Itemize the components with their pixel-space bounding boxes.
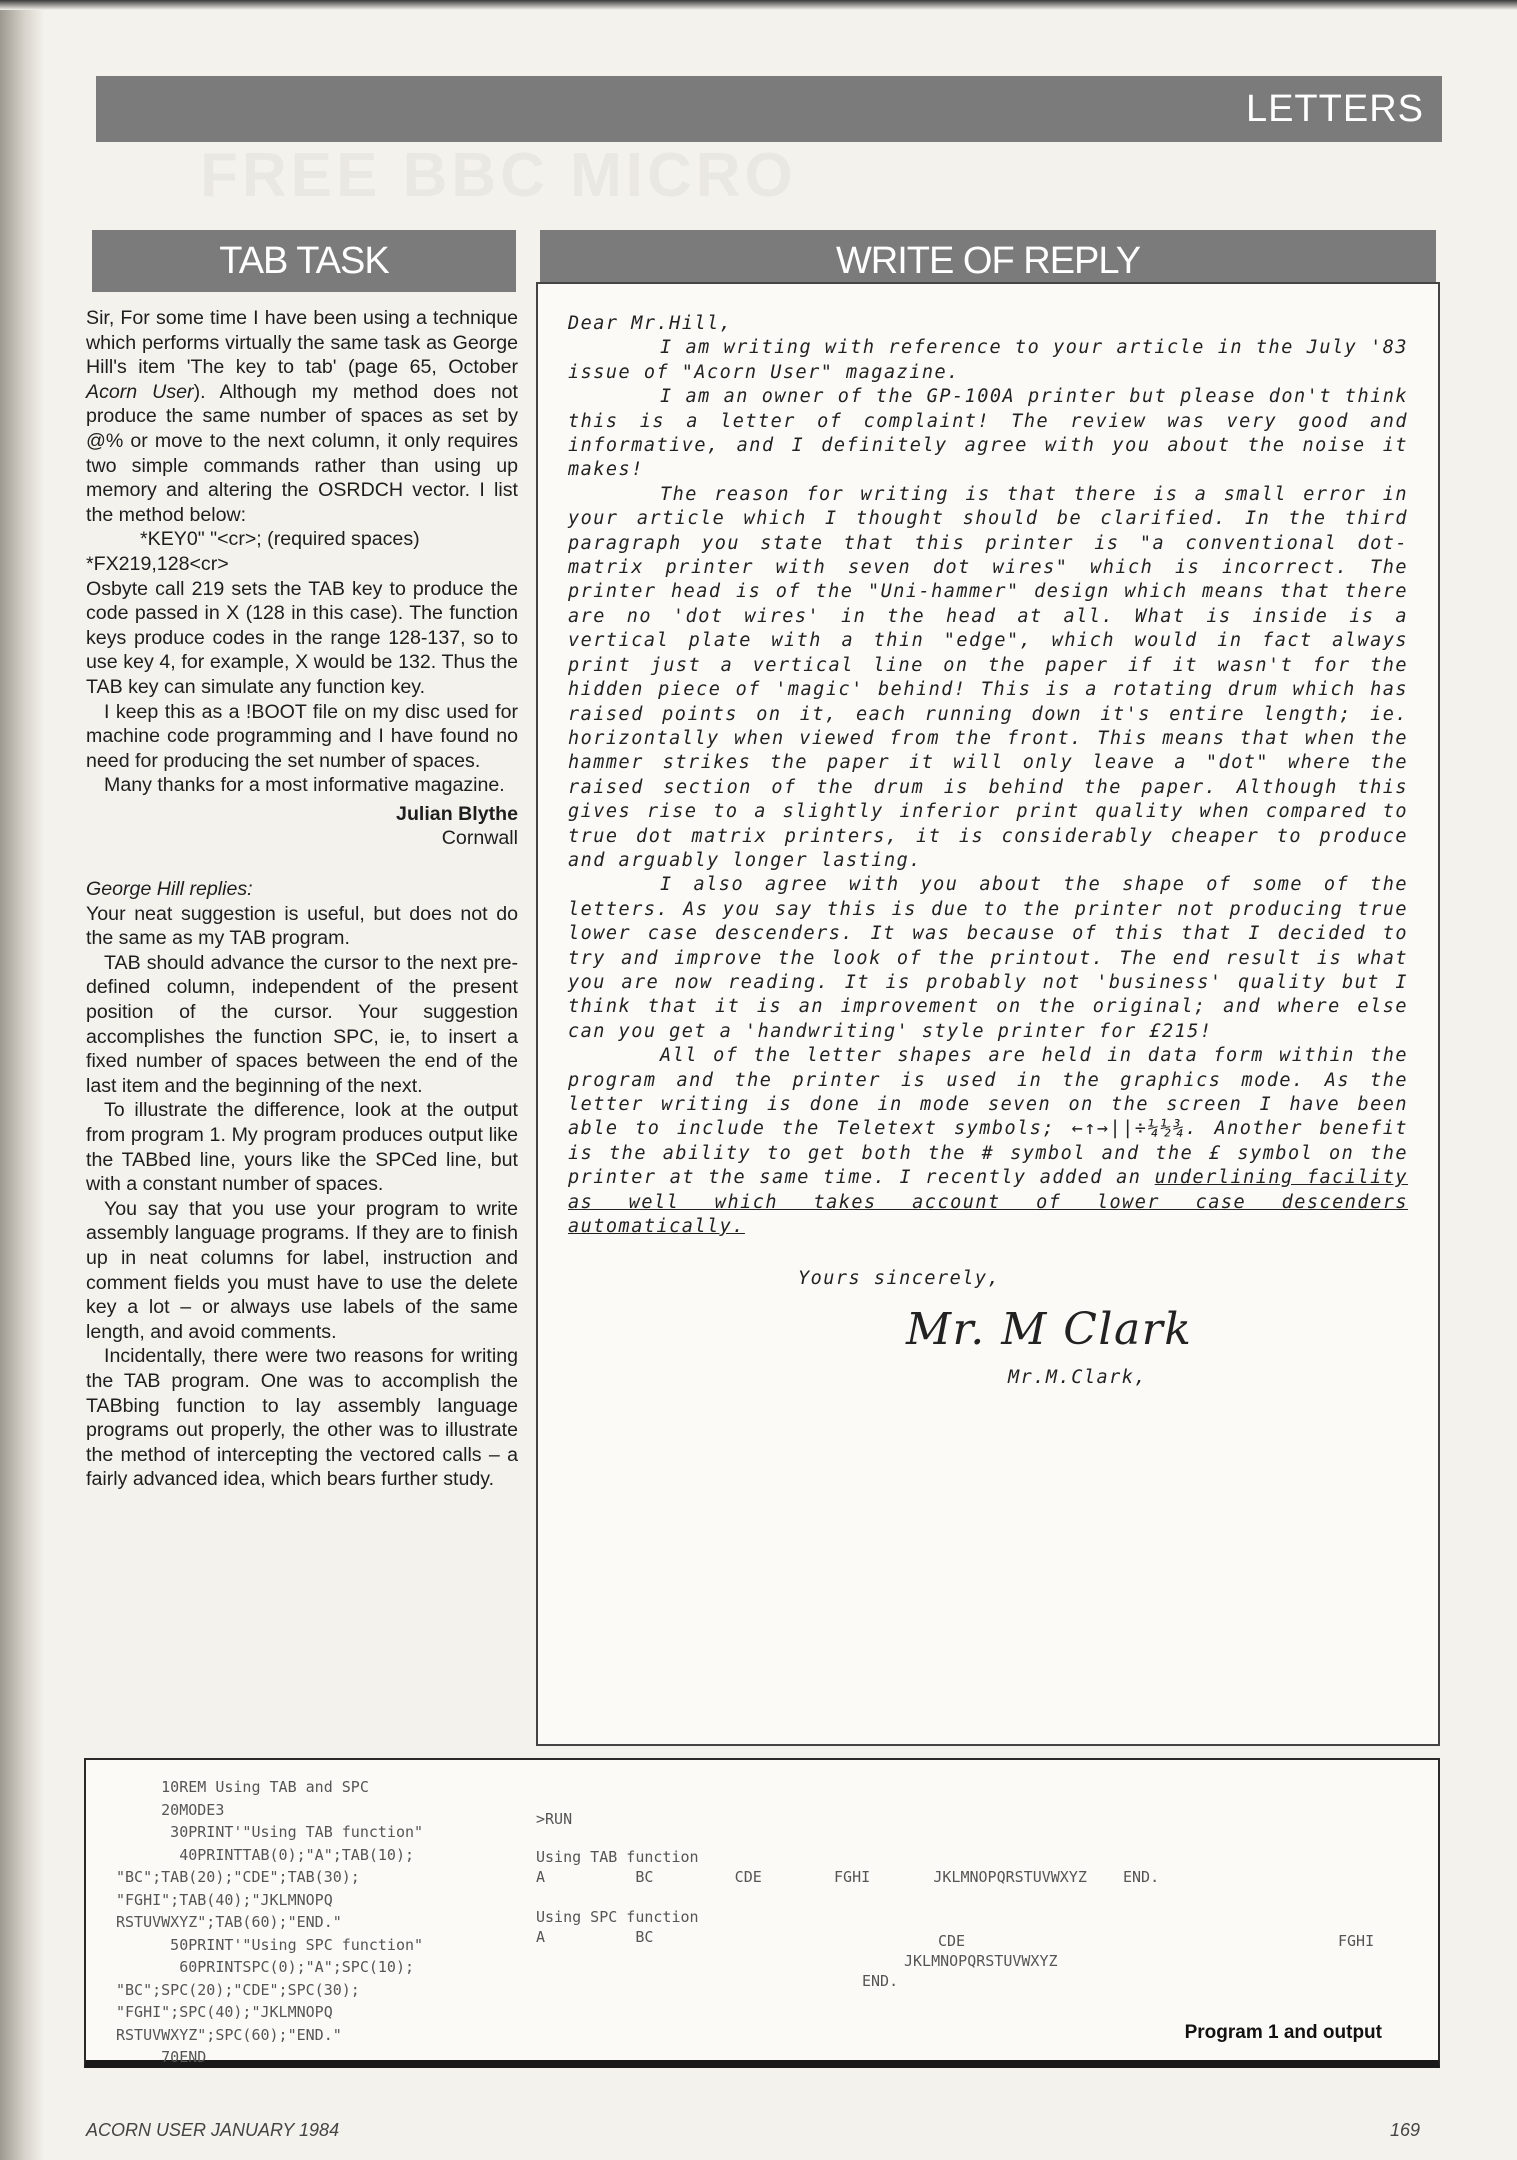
section-header: [96, 76, 1442, 142]
spc-output-end: END.: [862, 1972, 899, 1990]
footer-issue: ACORN USER JANUARY 1984: [86, 2120, 340, 2140]
tab-output-heading: Using TAB function: [536, 1848, 699, 1866]
reply-paragraph: Incidentally, there were two reasons for writing the TAB program. One was to accomplish the TABbing function to lay assembly language programs out properly, the other was to illustrate the method of intercepting the vectored calls – a fairly advanced idea, which bears further study.: [86, 1345, 518, 1491]
spc-output-cde: CDE: [938, 1932, 966, 1950]
letter-paragraph: The reason for writing is that there is a small error in your article which I thought should be clarified. In the third paragraph you state that this printer is "a conventional dot-matrix printer with seven dot wires" which is incorrect. The printer head is of the "Uni-hammer" design which means that there are no 'dot wires' in the head at all. What is inside is a vertical plate with a thin "edge", which would in fact always print just a vertical line on the paper if it wasn't for the hidden piece of 'magic' behind! This is a rotating drum which has raised points on it, each running down it's entire length; ie. horizontally when viewed from the front. This means that when the hammer strikes the paper it will only leave a "dot" where the raised section of the drum is behind the paper. Although this gives rise to a slightly inferior print quality when compared to true dot matrix printers, it is considerably cheaper to produce and arguably longer lasting.: [568, 483, 1408, 871]
reply-paragraph: Your neat suggestion is useful, but does not do the same as my TAB program.: [86, 902, 518, 950]
handwritten-signature: Mr. M Clark: [906, 1303, 1193, 1355]
letter-signature: Julian Blythe: [396, 802, 518, 825]
program-caption: Program 1 and output: [1184, 2022, 1382, 2043]
tab-task-paragraph: Osbyte call 219 sets the TAB key to produce the code passed in X (128 in this case). The function keys produce codes in the range 128-137, so to use key 4, for example, X would be 132. Thus the TAB key can simulate any function key.: [86, 577, 518, 698]
tab-task-column: [86, 306, 518, 1492]
run-command: >RUN: [536, 1810, 573, 1828]
spc-output-fghi: FGHI: [1338, 1932, 1375, 1950]
program-box: [84, 1758, 1440, 2068]
spc-output-heading: Using SPC function: [536, 1908, 699, 1926]
reply-paragraph: You say that you use your program to write assembly language programs. If they are to finish up in neat columns for label, instruction and comment fields you must have to use the delete key a lot – or always use labels of the same length, and avoid comments.: [86, 1197, 518, 1343]
tab-task-paragraph: I keep this as a !BOOT file on my disc used for machine code programming and I have found no need for producing the set number of spaces.: [86, 700, 518, 772]
tab-task-heading: TAB TASK: [92, 230, 516, 292]
fx-command: *FX219,128<cr>: [86, 552, 229, 575]
page-top-edge: [0, 0, 1517, 10]
spc-output-jk: JKLMNOPQRSTUVWXYZ: [904, 1952, 1058, 1970]
reply-paragraph: To illustrate the difference, look at the output from program 1. My program produces output like the TABbed line, yours like the SPCed line, but with a constant number of spaces.: [86, 1099, 518, 1196]
reply-label: George Hill replies:: [86, 878, 253, 901]
letter-paragraph: I am writing with reference to your article in the July '83 issue of "Acorn User" magazine.: [568, 337, 1408, 383]
letter-location: Cornwall: [441, 827, 518, 850]
section-title: LETTERS: [1245, 88, 1424, 130]
reply-paragraph: TAB should advance the cursor to the next pre-defined column, independent of the present position of the cursor. Your suggestion accomplishes the function SPC, ie, to insert a fixed number of spaces between the end of the last item and the beginning of the next.: [86, 951, 518, 1097]
letter-paragraph: I am an owner of the GP-100A printer but please don't think this is a letter of complaint! The review was very good and informative, and I definitely agree with you about the noise it makes!: [568, 386, 1408, 481]
write-of-reply-heading: WRITE OF REPLY: [540, 230, 1436, 292]
spc-output-line: A BC: [536, 1928, 654, 1946]
tab-output-line: A BC CDE FGHI JKLMNOPQRSTUVWXYZ END.: [536, 1868, 1160, 1886]
page-spine: [0, 0, 44, 2160]
printed-letter-box: [536, 282, 1440, 1746]
letter-paragraph: All of the letter shapes are held in data form within the program and the printer is used in the graphics mode. As the letter writing is done in mode seven on the screen I have been able to include the Teletext symbols; ←↑→||÷¼½¾. Another benefit is the ability to get both the # symbol and the £ symbol on the printer at the same time. I recently added an underlining facility as well which takes account of lower case descenders automatically.: [568, 1045, 1408, 1238]
page-number: 169: [1390, 2120, 1421, 2140]
letter-salutation: Dear Mr.Hill,: [568, 313, 733, 334]
printed-letter: [568, 312, 1408, 1390]
underlined-text: underlining facility as well which takes account of lower case descenders automatically.: [568, 1167, 1408, 1238]
key-command: *KEY0" "<cr>; (required spaces): [140, 528, 420, 551]
tab-task-paragraph: Many thanks for a most informative magazine.: [104, 774, 505, 797]
tab-task-paragraph: Sir, For some time I have been using a technique which performs virtually the same task as George Hill's item 'The key to tab' (page 65, October Acorn User). Although my method does not produce the same number of spaces as set by @% or move to the next column, it only requires two simple commands rather than using up memory and altering the OSRDCH vector. I list the method below:: [86, 307, 519, 526]
printed-name: Mr.M.Clark,: [1008, 1366, 1148, 1388]
show-through-text: FREE BBC MICRO: [200, 141, 797, 210]
letter-paragraph: I also agree with you about the shape of some of the letters. As you say this is due to the printer not producing true lower case descenders. It was because of this that I decided to try and improve the look of the printout. The end result is what you are now reading. It is probably not 'business' quality but I think that it is an improvement on the original; and where else can you get a 'handwriting' style printer for £215!: [568, 874, 1408, 1042]
letter-closing: Yours sincerely,: [798, 1268, 1001, 1290]
program-listing: 10REM Using TAB and SPC 20MODE3 30PRINT'"Using TAB function" 40PRINTTAB(0);"A";TAB(10); "BC";TAB(20);"CDE";TAB(30); "FGHI";TAB(40);"JKLMNOPQ RSTUVWXYZ";TAB(60);"END." 50PRINT'"Using SPC function" 60PRINTSPC(0);"A";SPC(10); "BC";SPC(20);"CDE";SPC(30); "FGHI";SPC(40);"JKLMNOPQ RSTUVWXYZ";SPC(60);"END." 70END: [116, 1778, 424, 2066]
